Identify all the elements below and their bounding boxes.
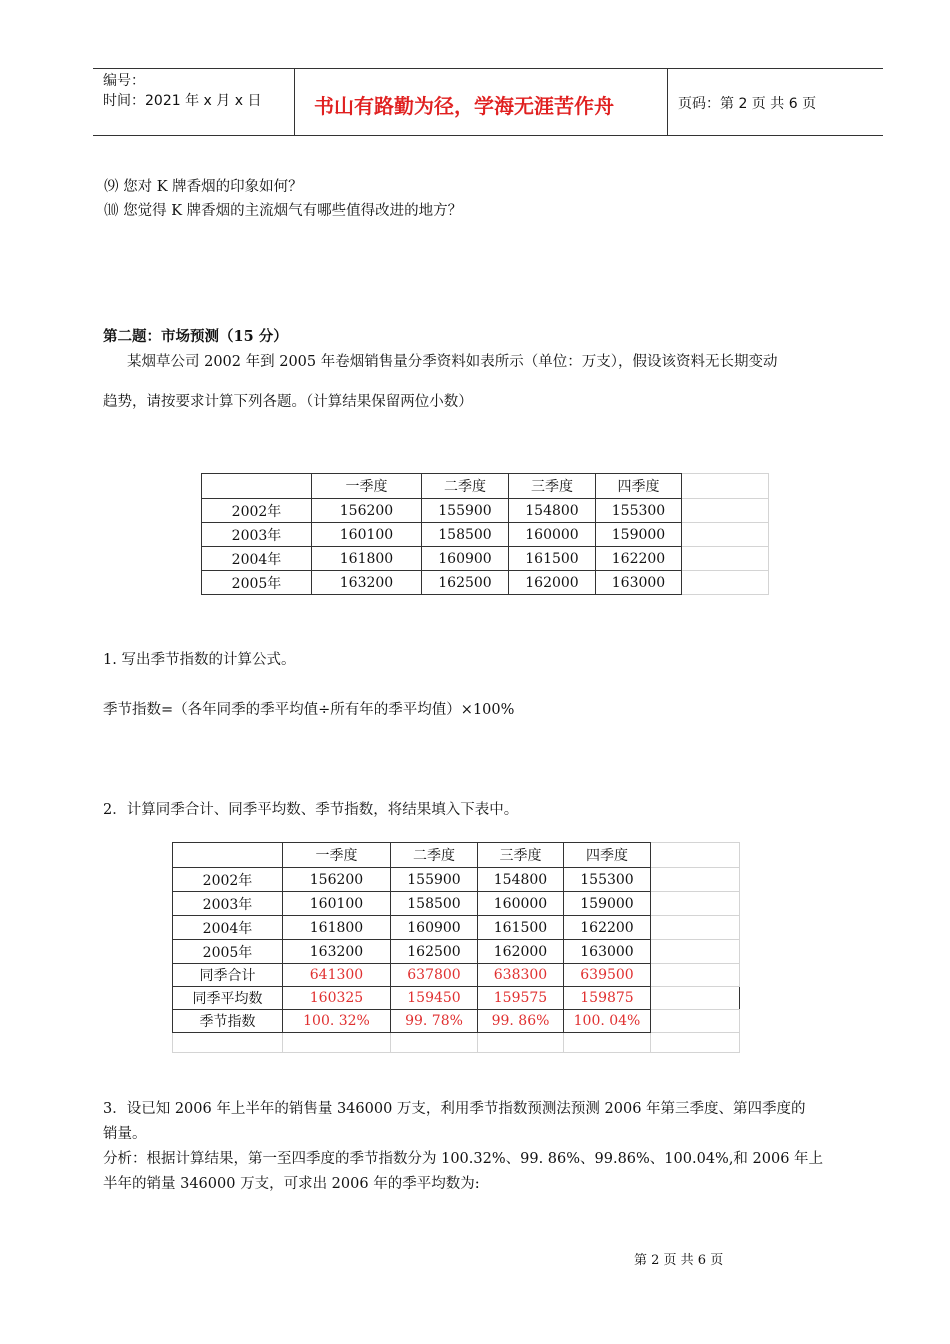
- table-cell: 155300: [596, 499, 682, 523]
- table-row: [202, 571, 769, 595]
- result-cell: 638300: [478, 964, 564, 987]
- table-cell: 161500: [509, 547, 596, 571]
- empty-cell: [651, 892, 740, 916]
- table-cell: 2003年: [202, 523, 312, 547]
- table-cell: 161500: [478, 916, 564, 940]
- table-cell: 158500: [422, 523, 509, 547]
- seasonal-index-table: [172, 842, 740, 1053]
- result-cell: 99. 86%: [478, 1010, 564, 1033]
- table-cell: 162200: [596, 547, 682, 571]
- table-cell: 160000: [478, 892, 564, 916]
- table-cell: 2003年: [173, 892, 283, 916]
- table-header-cell: 三季度: [509, 474, 596, 499]
- empty-cell: [682, 499, 769, 523]
- section-intro-line2: 趋势，请按要求计算下列各题。（计算结果保留两位小数）: [103, 394, 473, 410]
- result-cell: 100. 32%: [283, 1010, 391, 1033]
- table-header-cell: 四季度: [564, 843, 651, 868]
- table-cell: 160900: [391, 916, 478, 940]
- empty-cell: [651, 868, 740, 892]
- question-9: ⑼ 您对 K 牌香烟的印象如何？: [104, 179, 303, 195]
- item3-line4: 半年的销量 346000 万支，可求出 2006 年的季平均数为:: [103, 1176, 480, 1192]
- empty-cell: [651, 1010, 740, 1033]
- section-intro-line1: 某烟草公司 2002 年到 2005 年卷烟销售量分季资料如表所示（单位：万支），假设该资料无长期变动: [127, 354, 778, 370]
- table-cell: 2004年: [173, 916, 283, 940]
- item3-line2: 销量。: [103, 1126, 147, 1142]
- empty-cell: [682, 571, 769, 595]
- empty-cell: [651, 1033, 740, 1053]
- empty-cell: [564, 1033, 651, 1053]
- empty-cell: [651, 916, 740, 940]
- result-cell: 100. 04%: [564, 1010, 651, 1033]
- table-cell: 163200: [283, 940, 391, 964]
- table-row: [173, 940, 740, 964]
- item2-heading: 2．计算同季合计、同季平均数、季节指数，将结果填入下表中。: [103, 802, 519, 818]
- table-cell: 160100: [312, 523, 422, 547]
- footer-page-number: 第 2 页 共 6 页: [634, 1253, 724, 1268]
- empty-row: [173, 1033, 740, 1053]
- table-cell: 155900: [391, 868, 478, 892]
- table-cell: 2002年: [173, 868, 283, 892]
- table-cell: 162500: [391, 940, 478, 964]
- table-cell: 163000: [596, 571, 682, 595]
- empty-cell: [651, 964, 740, 987]
- table-cell: 2005年: [173, 940, 283, 964]
- table-header-cell: [202, 474, 312, 499]
- result-row-average: [173, 987, 740, 1010]
- table-cell: 160900: [422, 547, 509, 571]
- table-cell: 155900: [422, 499, 509, 523]
- table-cell: 159000: [596, 523, 682, 547]
- result-cell: 641300: [283, 964, 391, 987]
- table-cell: 162000: [478, 940, 564, 964]
- item1-heading: 1. 写出季节指数的计算公式。: [103, 652, 296, 668]
- table-cell: 156200: [283, 868, 391, 892]
- table-cell: 161800: [283, 916, 391, 940]
- table-header-cell: 三季度: [478, 843, 564, 868]
- table-cell: 163200: [312, 571, 422, 595]
- empty-cell: [682, 547, 769, 571]
- seasonal-table-header-row: [173, 843, 740, 868]
- table-cell: 163000: [564, 940, 651, 964]
- table-cell: 2002年: [202, 499, 312, 523]
- result-row-total: [173, 964, 740, 987]
- header-time-label: 时间：2021 年 x 月 x 日: [103, 93, 262, 109]
- table-cell: 160100: [283, 892, 391, 916]
- table-row: [173, 868, 740, 892]
- empty-cell: [283, 1033, 391, 1053]
- result-cell: 160325: [283, 987, 391, 1010]
- header-divider-left: [294, 69, 295, 136]
- table-row: [202, 523, 769, 547]
- table-header-cell: 一季度: [283, 843, 391, 868]
- result-cell: 639500: [564, 964, 651, 987]
- header-top-rule: [93, 68, 883, 69]
- table-row: [202, 499, 769, 523]
- empty-cell: [173, 1033, 283, 1053]
- empty-cell: [682, 523, 769, 547]
- result-cell: 99. 78%: [391, 1010, 478, 1033]
- table-cell: 156200: [312, 499, 422, 523]
- header-bottom-rule: [93, 135, 883, 136]
- table-cell: 159000: [564, 892, 651, 916]
- empty-cell: [651, 987, 740, 1010]
- item3-line1: 3．设已知 2006 年上半年的销售量 346000 万支，利用季节指数预测法预测 2006 年第三季度、第四季度的: [103, 1101, 806, 1117]
- empty-cell: [651, 940, 740, 964]
- table-cell: 2004年: [202, 547, 312, 571]
- result-cell: 637800: [391, 964, 478, 987]
- empty-cell: [391, 1033, 478, 1053]
- table-header-cell: 四季度: [596, 474, 682, 499]
- item3-line3: 分析：根据计算结果，第一至四季度的季节指数分为 100.32%、99. 86%、99.86%、100.04%,和 2006 年上: [103, 1151, 824, 1167]
- table-row: [173, 892, 740, 916]
- header-motto: 书山有路勤为径，学海无涯苦作舟: [314, 94, 614, 118]
- table-cell: 161800: [312, 547, 422, 571]
- table-cell: 154800: [509, 499, 596, 523]
- table-cell: 158500: [391, 892, 478, 916]
- table-cell: 季节指数: [173, 1010, 283, 1033]
- table-cell: 同季平均数: [173, 987, 283, 1010]
- result-row-index: [173, 1010, 740, 1033]
- sales-table-header-row: [202, 474, 769, 499]
- header-divider-right: [667, 69, 668, 136]
- table-cell: 154800: [478, 868, 564, 892]
- result-cell: 159450: [391, 987, 478, 1010]
- table-row: [173, 916, 740, 940]
- result-cell: 159575: [478, 987, 564, 1010]
- table-header-cell: 二季度: [422, 474, 509, 499]
- table-cell: 155300: [564, 868, 651, 892]
- question-10: ⑽ 您觉得 K 牌香烟的主流烟气有哪些值得改进的地方？: [104, 203, 463, 219]
- table-cell: 162000: [509, 571, 596, 595]
- result-cell: 159875: [564, 987, 651, 1010]
- empty-cell: [651, 843, 740, 868]
- item1-formula: 季节指数=（各年同季的季平均值÷所有年的季平均值）×100%: [103, 702, 515, 718]
- table-header-cell: 一季度: [312, 474, 422, 499]
- empty-cell: [682, 474, 769, 499]
- table-cell: 2005年: [202, 571, 312, 595]
- section-title: 第二题：市场预测（15 分）: [103, 328, 288, 345]
- table-header-cell: 二季度: [391, 843, 478, 868]
- table-cell: 162200: [564, 916, 651, 940]
- sales-table: [201, 473, 769, 595]
- table-row: [202, 547, 769, 571]
- table-header-cell: [173, 843, 283, 868]
- header-serial-label: 编号：: [103, 73, 145, 89]
- empty-cell: [478, 1033, 564, 1053]
- table-cell: 同季合计: [173, 964, 283, 987]
- header-page-label: 页码：第 2 页 共 6 页: [678, 96, 817, 112]
- table-cell: 160000: [509, 523, 596, 547]
- table-cell: 162500: [422, 571, 509, 595]
